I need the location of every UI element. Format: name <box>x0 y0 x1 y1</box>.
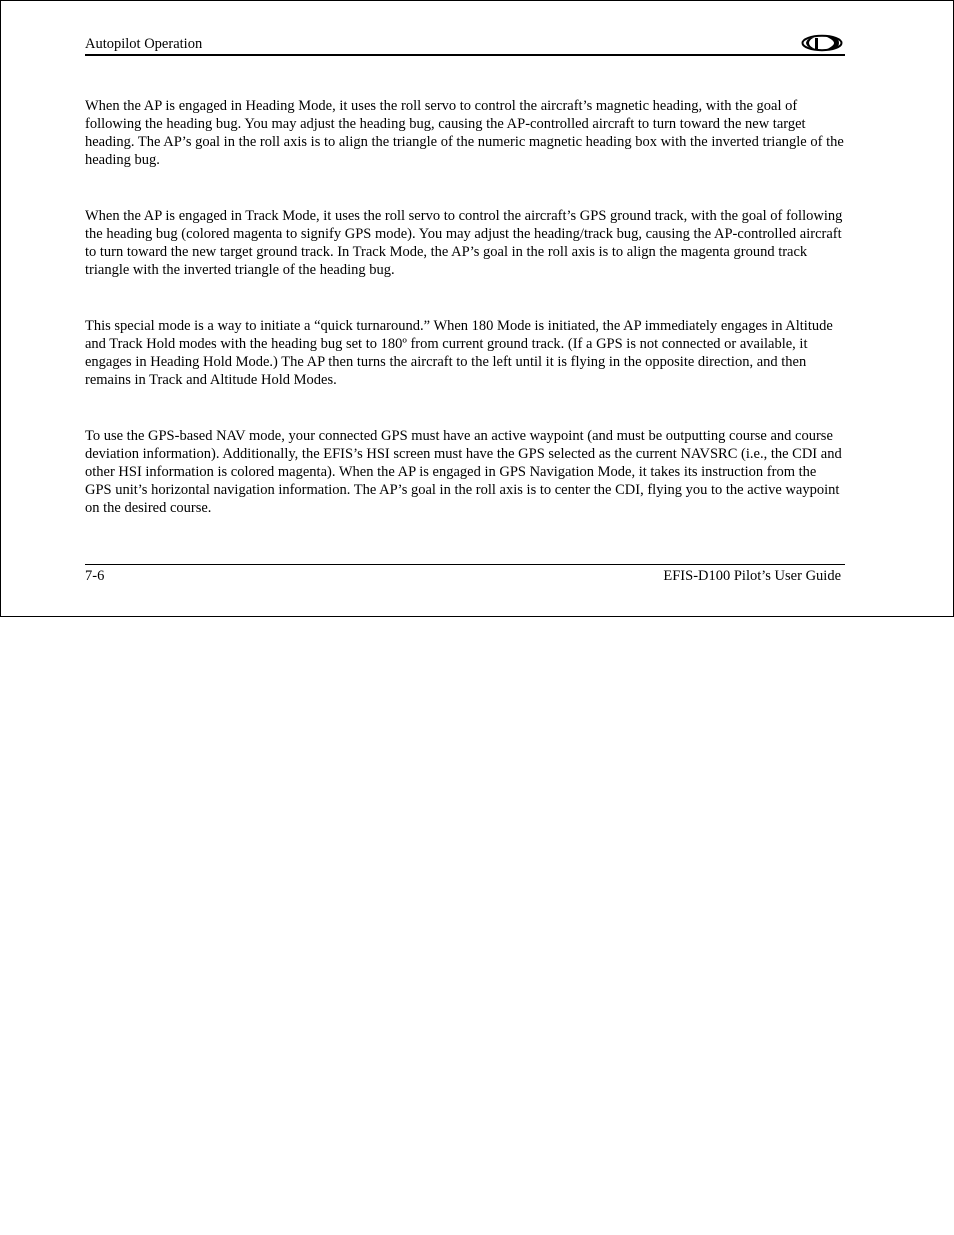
header-title: Autopilot Operation <box>85 36 203 52</box>
footer-page-number: 7-6 <box>85 568 105 584</box>
page-header <box>85 34 845 56</box>
paragraph-heading-mode: When the AP is engaged in Heading Mode, it uses the roll servo to control the aircraft’s magnetic heading, with the goal of following the heading bug. You may adjust the heading bug, causing the AP-controlled aircraft to turn toward the new target heading. The AP’s goal in the roll axis is to align the triangle of the numeric magnetic heading box with the inverted triangle of the heading bug. <box>85 98 844 168</box>
document-page <box>0 0 954 617</box>
paragraph-gps-nav-mode: To use the GPS-based NAV mode, your connected GPS must have an active waypoint (and must be outputting course and course deviation information). Additionally, the EFIS’s HSI screen must have the GPS selected as the current NAVSRC (i.e., the CDI and other HSI information is colored magenta). When the AP is engaged in GPS Navigation Mode, it takes its instruction from the GPS unit’s horizontal navigation information. The AP’s goal in the roll axis is to center the CDI, flying you to the active waypoint on the desired course. <box>85 428 842 516</box>
page-content <box>85 97 845 517</box>
dynon-logo-icon <box>801 34 843 52</box>
paragraph-180-mode: This special mode is a way to initiate a “quick turnaround.” When 180 Mode is initiated, the AP immediately engages in Altitude and Track Hold modes with the heading bug set to 180º from current ground track. (If a GPS is not connected or available, it engages in Heading Hold Mode.) The AP then turns the aircraft to the left until it is flying in the opposite direction, and then remains in Track and Altitude Hold Modes. <box>85 318 833 388</box>
footer-divider <box>85 564 845 565</box>
footer-guide-title: EFIS-D100 Pilot’s User Guide <box>663 568 841 584</box>
paragraph-track-mode: When the AP is engaged in Track Mode, it uses the roll servo to control the aircraft’s GPS ground track, with the goal of following the heading bug (colored magenta to signify GPS mode). You may adjust the heading/track bug, causing the AP-controlled aircraft to turn toward the new target ground track. In Track Mode, the AP’s goal in the roll axis is to align the magenta ground track triangle with the inverted triangle of the heading bug. <box>85 208 843 278</box>
